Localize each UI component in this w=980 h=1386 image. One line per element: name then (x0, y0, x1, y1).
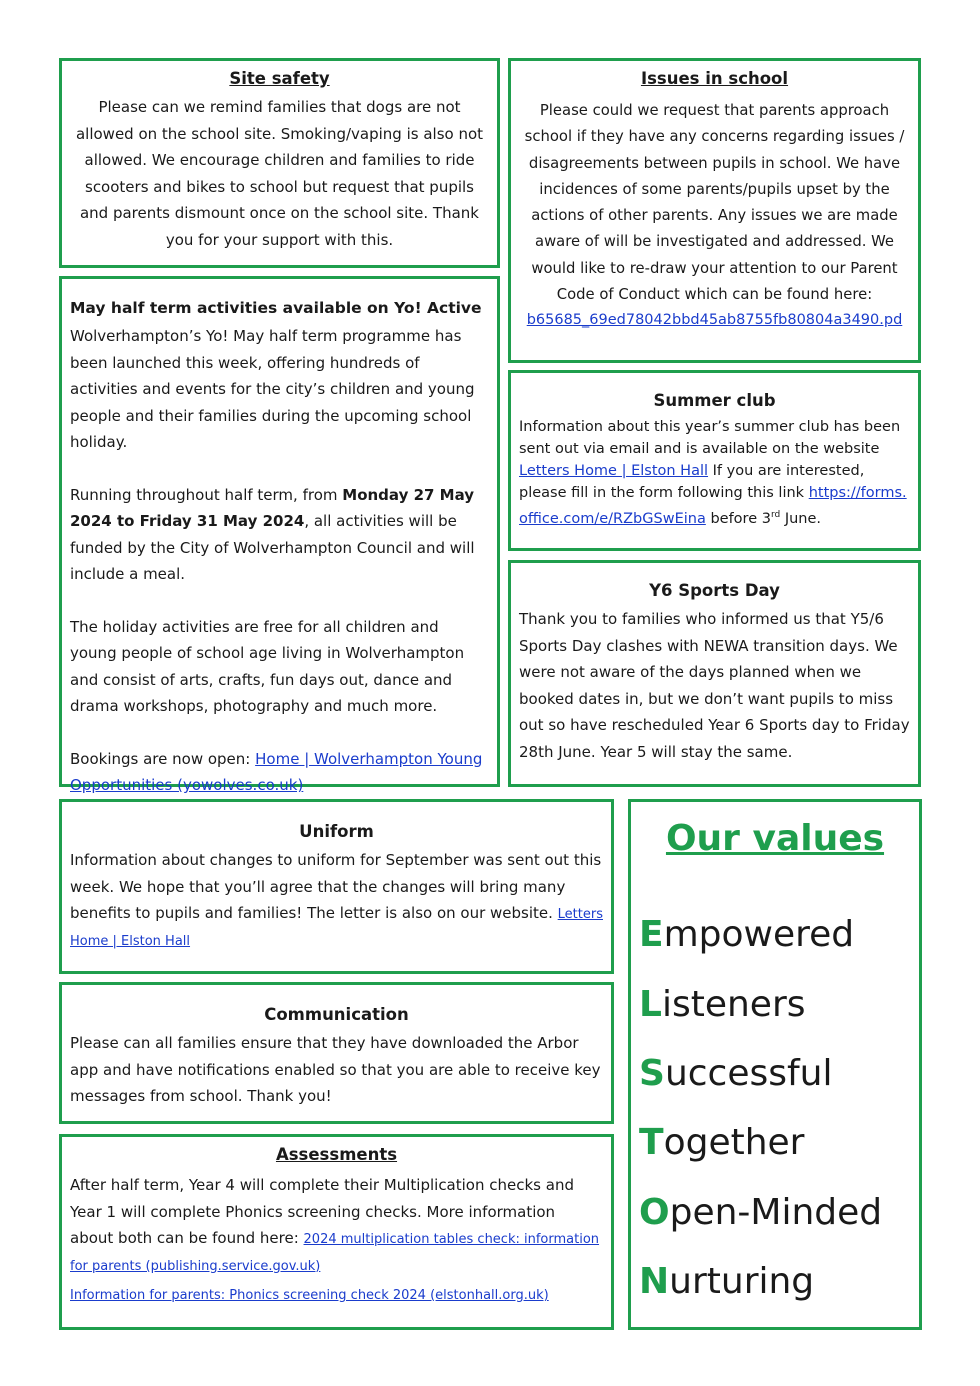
value-letter: L (639, 984, 662, 1025)
value-letter: T (639, 1122, 664, 1163)
assessments-body: After half term, Year 4 will complete their Multiplication checks and Year 1 will complete Phonics screening checks. More information about both can be found here: (70, 1176, 574, 1247)
bookings-label: Bookings are now open: (70, 749, 256, 768)
may-para-2-dates: Monday 27 May 2024 to Friday 31 May 2024 (70, 485, 475, 530)
issues-text: Please could we request that parents approach school if they have any concerns regarding issues / disagreements between pupils in school. We have incidences of some parents/pupils upset by the actions of other parents. Any issues we are made aware of will be investigated and addressed. We would like to re-draw your attention to our Parent Code of Conduct which can be found here: (524, 102, 905, 304)
value-word: urturing (669, 1261, 815, 1302)
value-word: ogether (663, 1122, 805, 1163)
sports-day-text: Thank you to families who informed us that Y5/6 Sports Day clashes with NEWA transition days. We were not aware of the days planned when we booked dates in, but we don’t want pupils to miss out so have rescheduled Year 6 Sports day to Friday 28th June. Year 5 will stay the same. (519, 610, 910, 761)
uniform-body: Information about changes to uniform for September was sent out this week. We hope that you’ll agree that the changes will bring many benefits to pupils and families! The letter is also on our website. (70, 851, 602, 922)
summer-text-tail: June. (780, 510, 822, 527)
may-para-3: The holiday activities are free for all children and young people of school age living in Wolverhampton and consist of arts, crafts, fun days out, dance and drama workshops, photography and much more. (70, 617, 465, 715)
uniform-title: Uniform (299, 822, 374, 841)
value-word: pen-Minded (669, 1192, 883, 1233)
value-word: isteners (661, 984, 806, 1025)
summer-text-start: Information about this year’s summer club has been sent out via email and is available on the website (519, 419, 901, 457)
value-empowered (639, 914, 855, 955)
value-letter: N (639, 1261, 670, 1302)
value-nurturing (639, 1261, 815, 1302)
uniform-letters-link[interactable]: Letters Home | Elston Hall (70, 907, 603, 949)
sports-day-title: Y6 Sports Day (649, 581, 780, 600)
assessments-box (59, 1134, 614, 1330)
issues-title: Issues in school (640, 69, 789, 88)
value-letter: S (639, 1053, 665, 1094)
summer-club-box (508, 370, 921, 551)
yowolves-link[interactable]: Home | Wolverhampton Young Opportunities (yowolves.co.uk) (70, 749, 483, 794)
values-box (628, 799, 922, 1330)
multiplication-check-link[interactable]: 2024 multiplication tables check: information for parents (publishing.service.gov.uk) (70, 1232, 600, 1274)
assessments-text (70, 1172, 603, 1278)
value-letter: O (639, 1192, 670, 1233)
value-together (639, 1122, 805, 1163)
may-para-2-start: Running throughout half term, from (70, 485, 343, 504)
site-safety-text: Please can we remind families that dogs are not allowed on the school site. Smoking/vaping is also not allowed. We encourage children and families to ride scooters and bikes to school but request that pupils and parents dismount once on the school site. Thank you for your support with this. (75, 98, 484, 249)
phonics-check-link[interactable]: Information for parents: Phonics screening check 2024 (elstonhall.org.uk) (70, 1288, 549, 1303)
site-safety-title: Site safety (229, 69, 330, 88)
may-half-term-title: May half term activities available on Yo! Active (70, 299, 482, 317)
communication-box (59, 982, 614, 1124)
letters-home-link[interactable]: Letters Home | Elston Hall (519, 463, 709, 479)
may-para-2-end: , all activities will be funded by the City of Wolverhampton Council and will include a meal. (70, 512, 475, 583)
values-title: Our values (665, 818, 885, 859)
may-para-4 (70, 746, 489, 799)
summer-club-title: Summer club (653, 391, 776, 410)
summer-text-end: before 3 (705, 510, 771, 527)
may-para-2 (70, 482, 489, 588)
summer-text-mid: If you are interested, please fill in the form following this link (519, 463, 865, 501)
may-para-1: Wolverhampton’s Yo! May half term programme has been launched this week, offering hundreds of activities and events for the city’s children and young people and their families during the upcoming school holiday. (70, 327, 475, 451)
value-successful (639, 1053, 833, 1094)
summer-sup: rd (770, 510, 781, 520)
assessments-title: Assessments (275, 1145, 398, 1164)
value-word: mpowered (663, 914, 855, 955)
summer-club-text (519, 416, 910, 530)
value-letter: E (639, 914, 664, 955)
site-safety-box (59, 58, 500, 268)
value-word: uccessful (664, 1053, 833, 1094)
uniform-box (59, 799, 614, 974)
issues-box (508, 58, 921, 363)
uniform-text (70, 847, 603, 953)
communication-text: Please can all families ensure that they have downloaded the Arbor app and have notifications enabled so that you are able to receive key messages from school. Thank you! (70, 1034, 601, 1105)
value-open-minded (639, 1192, 883, 1233)
sports-day-box (508, 560, 921, 787)
value-listeners (639, 984, 806, 1025)
summer-form-link[interactable]: https://forms.office.com/e/RZbGSwEina (519, 485, 907, 527)
code-of-conduct-link[interactable]: b65685_69ed78042bbd45ab8755fb80804a3490.pd (526, 312, 903, 329)
communication-title: Communication (264, 1005, 409, 1024)
may-half-term-box (59, 276, 500, 794)
